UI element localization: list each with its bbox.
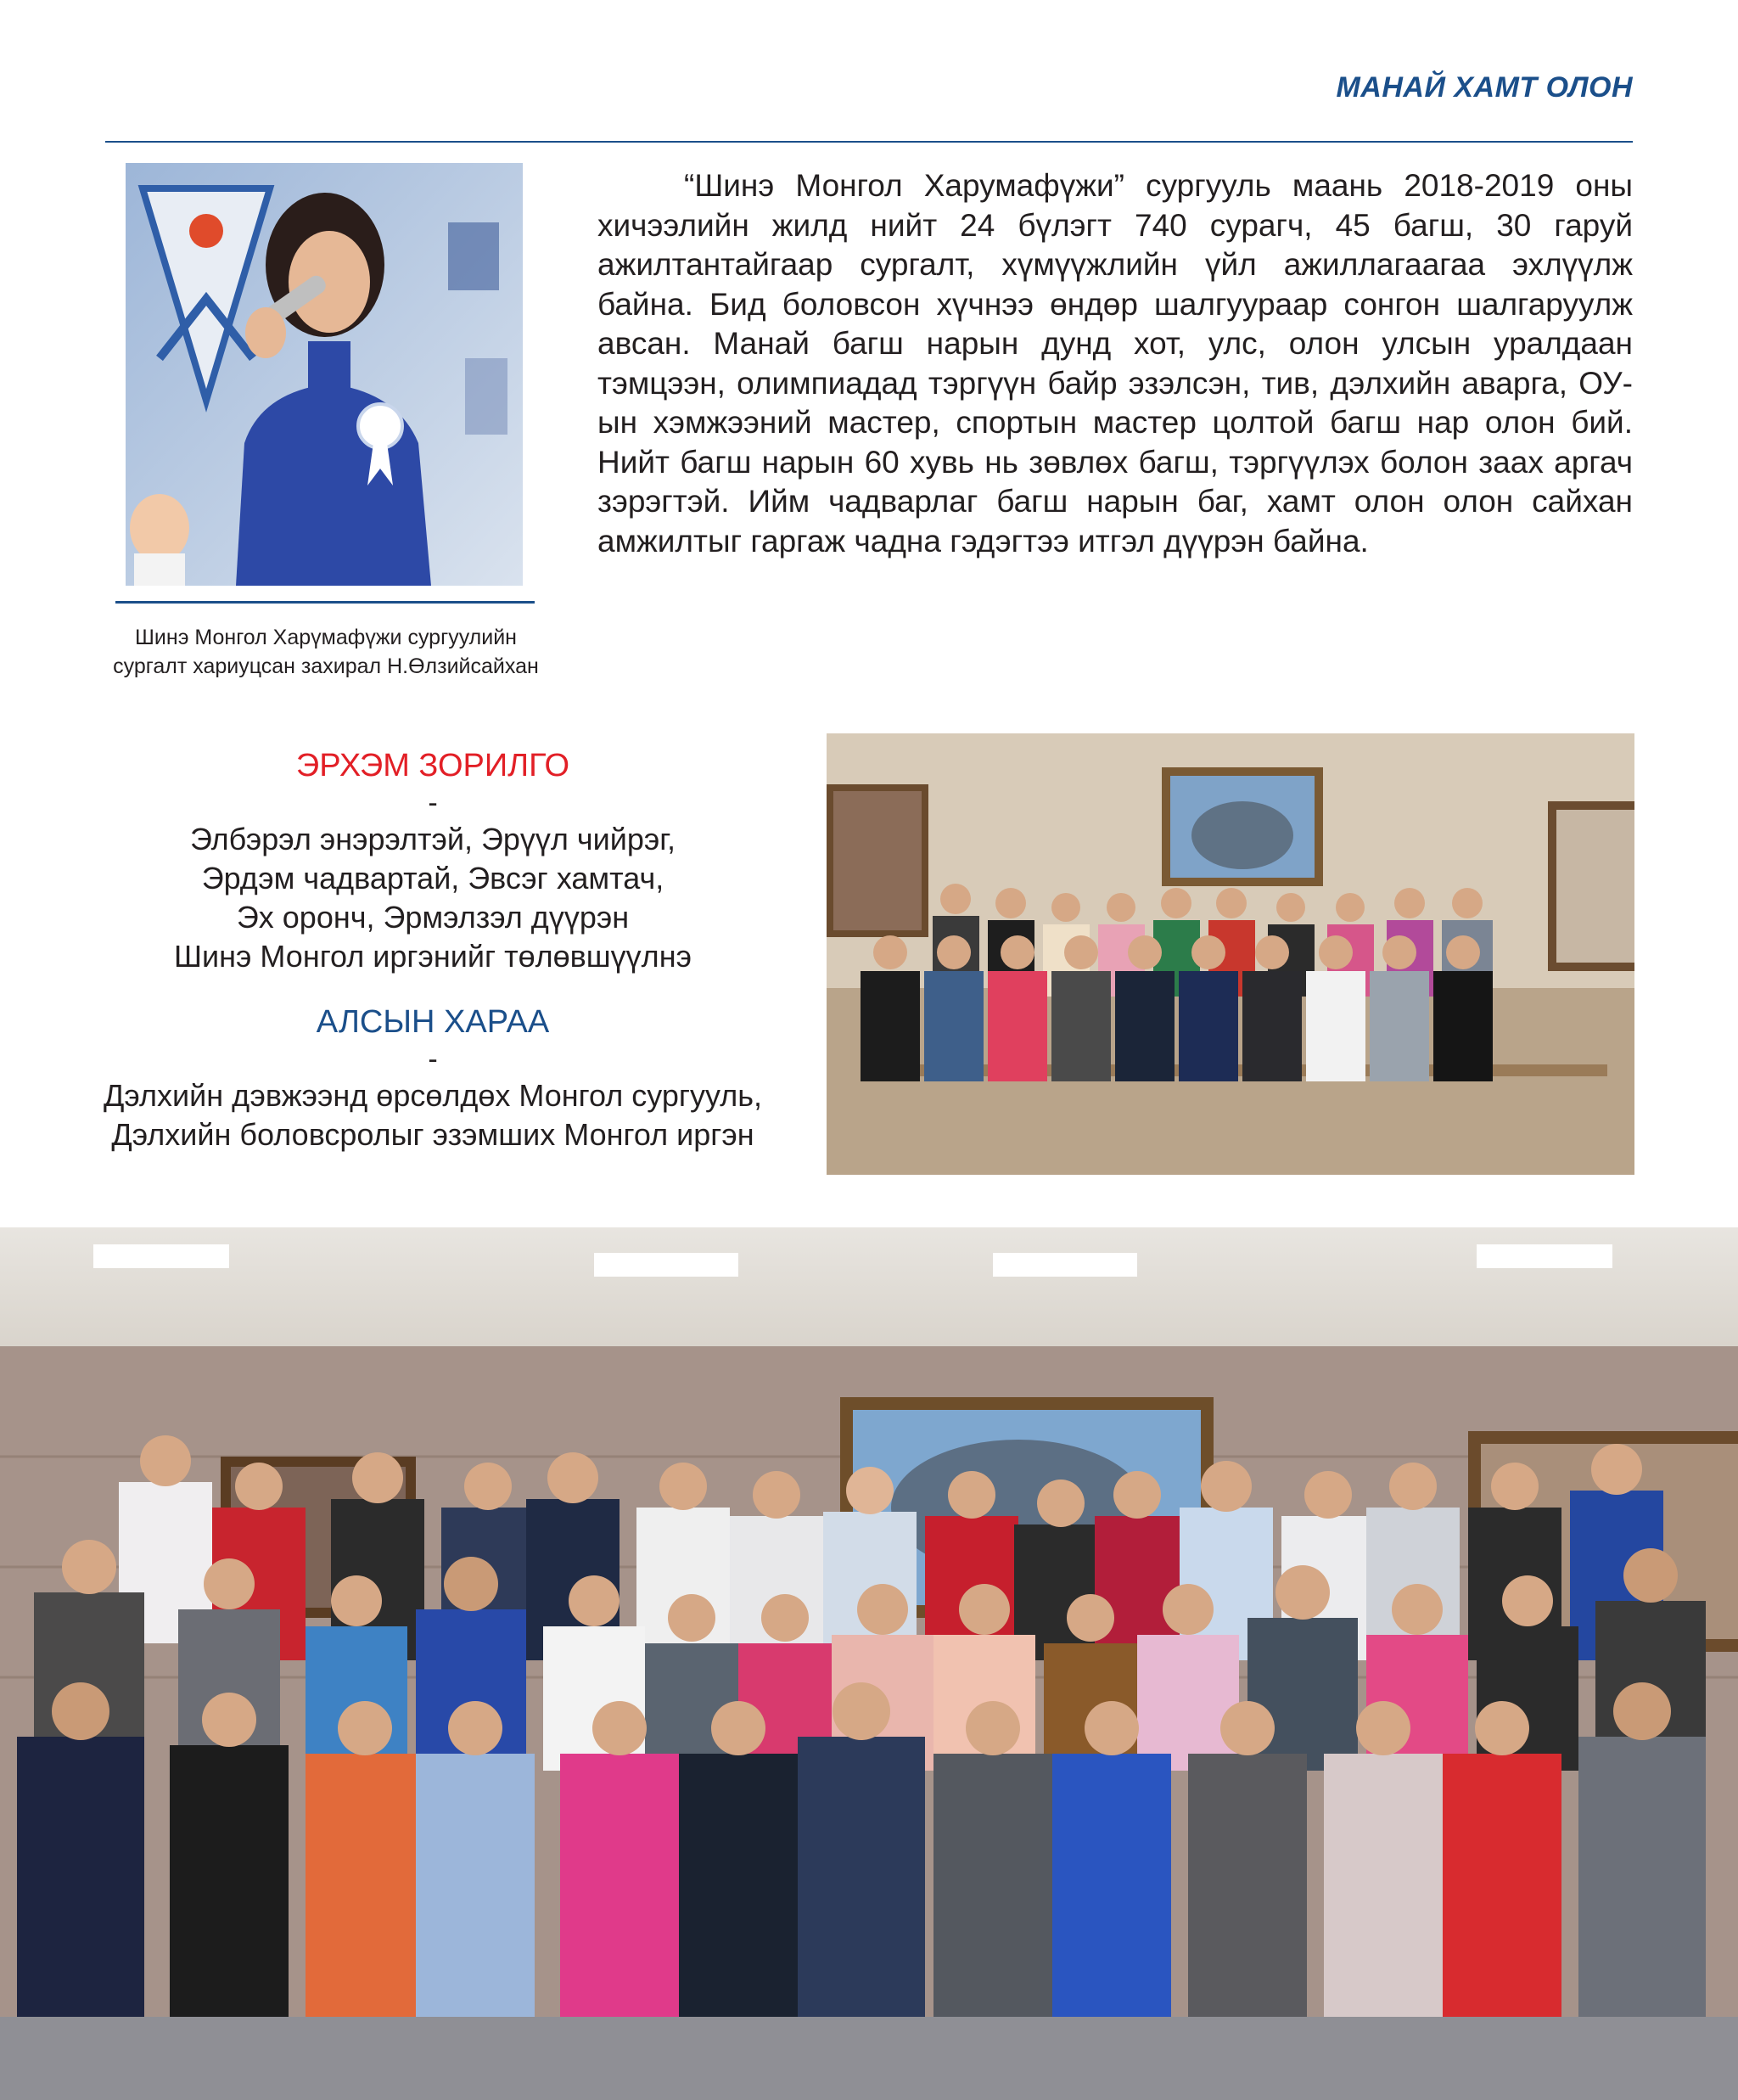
- mission-vision-block: [59, 745, 806, 1154]
- mission-dash: -: [428, 787, 438, 819]
- mission-line: Эрдэм чадвартай, Эвсэг хамтач,: [201, 861, 664, 896]
- portrait-divider: [115, 601, 535, 604]
- director-portrait-photo: [126, 163, 523, 586]
- intro-paragraph: [597, 166, 1633, 561]
- page-header-title: МАНАЙ ХАМТ ОЛОН: [1336, 71, 1633, 104]
- portrait-caption-line: сургалт хариуцсан захирал Н.Өлзийсайхан: [113, 654, 539, 678]
- intro-text: “Шинэ Монгол Харумафүжи” сургууль маань 2018-2019 оны хичээлийн жилд нийт 24 бүлэгт 740 сурагч, 45 багш, 30 гаруй ажилтантайгаар сургалт, хүмүүжлийн үйл ажиллагаагаа эхлүүлж байна. Бид боловсон хүчнээ өндөр шалгуураар сонгон шалгаруулж авсан. Манай багш нарын дунд хот, улс, олон улсын уралдаан тэмцээн, олимпиадад тэргүүн байр эзэлсэн, тив, дэлхийн аварга, ОУ-ын хэмжээний мастер, спортын мастер цолтой багш нар олон бий. Нийт багш нарын 60 хувь нь зөвлөх багш, тэргүүлэх болон заах аргач зэрэгтэй. Ийм чадварлаг багш нарын баг, хамт олон олон сайхан амжилтыг гаргаж чадна гэдэгтээ итгэл дүүрэн байна.: [597, 168, 1633, 559]
- portrait-caption: [98, 623, 553, 681]
- vision-dash: -: [428, 1043, 438, 1075]
- vision-title: АЛСЫН ХАРАА: [316, 1004, 550, 1040]
- vision-line: Дэлхийн боловсролыг эзэмших Монгол иргэн: [111, 1117, 754, 1152]
- mission-line: Элбэрэл энэрэлтэй, Эрүүл чийрэг,: [189, 822, 676, 856]
- mission-title: ЭРХЭМ ЗОРИЛГО: [295, 748, 570, 783]
- header-divider: [105, 141, 1633, 143]
- staff-group-photo: [827, 733, 1634, 1175]
- mission-line: Эх оронч, Эрмэлзэл дүүрэн: [236, 900, 630, 935]
- portrait-caption-line: Шинэ Монгол Харүмафүжи сургуулийн: [135, 626, 517, 649]
- mission-line: Шинэ Монгол иргэнийг төлөвшүүлнэ: [174, 939, 692, 974]
- teachers-group-photo: [0, 1227, 1738, 2100]
- vision-line: Дэлхийн дэвжээнд өрсөлдөх Монгол сургууль,: [104, 1078, 762, 1113]
